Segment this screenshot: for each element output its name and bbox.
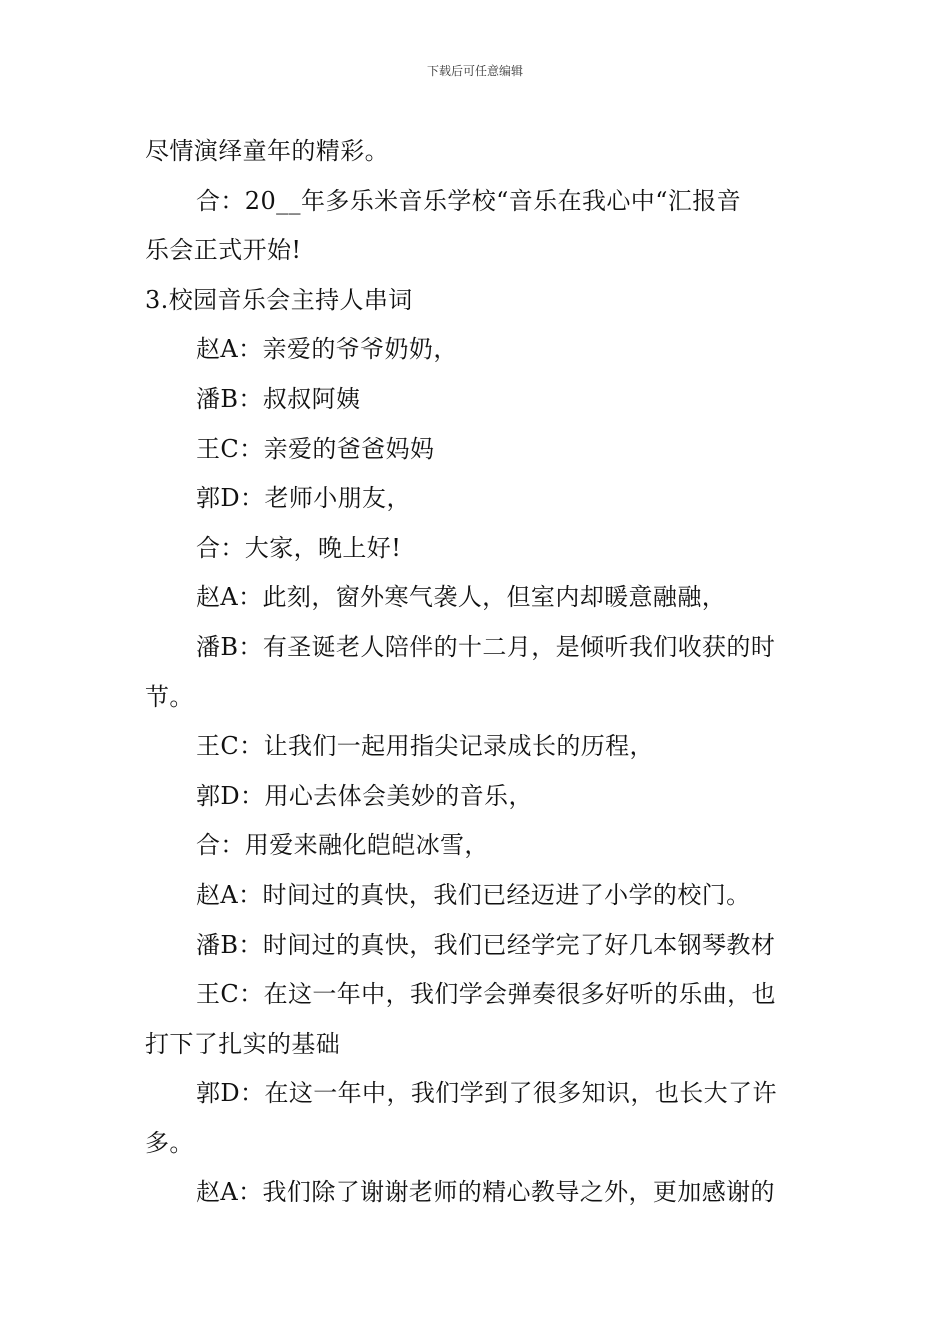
dialogue-line: 合：大家，晚上好! [196,533,402,562]
dialogue-line: 潘B：时间过的真快，我们已经学完了好几本钢琴教材 [196,930,776,959]
dialogue-line: 合：用爱来融化皑皑冰雪， [196,831,489,860]
dialogue-line: 潘B：叔叔阿姨 [196,384,361,413]
dialogue-line: 王C：亲爱的爸爸妈妈 [196,434,435,463]
dialogue-line: 赵A：亲爱的爷爷奶奶， [196,335,458,364]
dialogue-line: 潘B：有圣诞老人陪伴的十二月，是倾听我们收获的时 [196,632,776,661]
dialogue-continuation: 多。 [145,1128,194,1157]
text-line: 尽情演绎童年的精彩。 [145,137,389,165]
dialogue-continuation: 打下了扎实的基础 [145,1029,341,1058]
dialogue-continuation: 节。 [145,682,194,711]
dialogue-line: 郭D：用心去体会美妙的音乐， [196,781,533,810]
dialogue-line: 赵A：我们除了谢谢老师的精心教导之外，更加感谢的 [196,1178,775,1207]
dialogue-line: 郭D：在这一年中，我们学到了很多知识，也长大了许 [196,1079,777,1108]
section-heading: 3.校园音乐会主持人串词 [145,285,413,314]
dialogue-line: 王C：在这一年中，我们学会弹奏很多好听的乐曲，也 [196,980,776,1009]
dialogue-line: 赵A：时间过的真快，我们已经迈进了小学的校门。 [196,880,751,909]
text-line: 合：20__年多乐米音乐学校“音乐在我心中“汇报音 [196,186,742,215]
dialogue-line: 王C：让我们一起用指尖记录成长的历程， [196,732,654,761]
page-header-note: 下载后可任意编辑 [426,64,523,78]
dialogue-line: 赵A：此刻，窗外寒气袭人，但室内却暖意融融， [196,583,727,612]
text-line: 乐会正式开始! [145,236,302,265]
dialogue-line: 郭D：老师小朋友， [196,484,411,513]
document-body [145,127,810,1218]
